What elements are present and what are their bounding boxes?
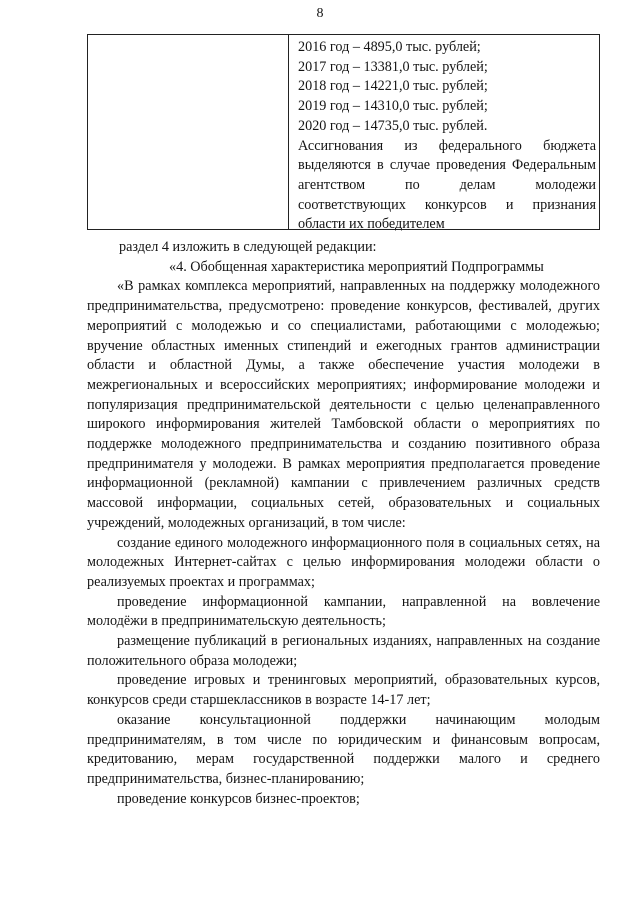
page-number: 8	[316, 6, 324, 21]
paragraph: создание единого молодежного информационного поля в социальных сетях, на молодежных Интернет-сайтах с целью информирования молодежи области о реализуемых проектах и программах;	[87, 534, 600, 590]
paragraph: проведение конкурсов бизнес-проектов;	[117, 790, 360, 807]
federal-budget-note: Ассигнования из федерального бюджета выделяются в случае проведения Федеральным агентством по делам молодежи соответствующих конкурсов и признания области их победителем	[298, 137, 596, 233]
funding-line-2016: 2016 год – 4895,0 тыс. рублей;	[298, 39, 481, 55]
section-heading: «4. Обобщенная характеристика мероприятий Подпрограммы	[169, 258, 544, 275]
paragraph: «В рамках комплекса мероприятий, направленных на поддержку молодежного предпринимательства, предусмотрено: проведение конкурсов, фестивалей, других мероприятий с молодежью и со специалистами, работающими с молодежью; вручение областных именных стипендий и ежегодных грантов администрации области и областной Думы, а также обеспечение участия молодежи в межрегиональных и всероссийских мероприятиях; информирование молодежи и популяризация предпринимательской деятельности с целью целенаправленного широкого информирования жителей Тамбовской области о мероприятиях по поддержке молодежного предпринимательства и созданию позитивного образа предпринимателя у молодежи. В рамках мероприятия предполагается проведение информационной (рекламной) кампании с привлечением различных средств массовой информации, социальных сетей, образовательных и социальных учреждений, молодежных организаций, в том числе:	[87, 278, 600, 531]
table-right-cell	[298, 38, 596, 235]
paragraph: размещение публикаций в региональных изданиях, направленных на создание положительного образа молодежи;	[87, 633, 600, 669]
funding-line-2020: 2020 год – 14735,0 тыс. рублей.	[298, 117, 488, 134]
intro-line: раздел 4 изложить в следующей редакции:	[119, 239, 377, 255]
funding-table	[87, 34, 600, 233]
table-left-cell	[88, 35, 289, 229]
paragraph: проведение игровых и тренинговых мероприятий, образовательных курсов, конкурсов среди старшеклассников в возрасте 14-17 лет;	[87, 672, 600, 709]
funding-line-2017: 2017 год – 13381,0 тыс. рублей;	[298, 58, 488, 75]
document-body	[87, 238, 600, 809]
funding-line-2019: 2019 год – 14310,0 тыс. рублей;	[298, 98, 488, 115]
paragraph: проведение информационной кампании, направленной на вовлечение молодёжи в предпринимательскую деятельность;	[87, 593, 600, 630]
funding-line-2018: 2018 год – 14221,0 тыс. рублей;	[298, 78, 488, 95]
paragraph: оказание консультационной поддержки начинающим молодым предпринимателям, в том числе по юридическим и финансовым вопросам, кредитованию, мерам государственной поддержки малого и среднего предпринимательства, бизнес-планированию;	[87, 711, 600, 787]
